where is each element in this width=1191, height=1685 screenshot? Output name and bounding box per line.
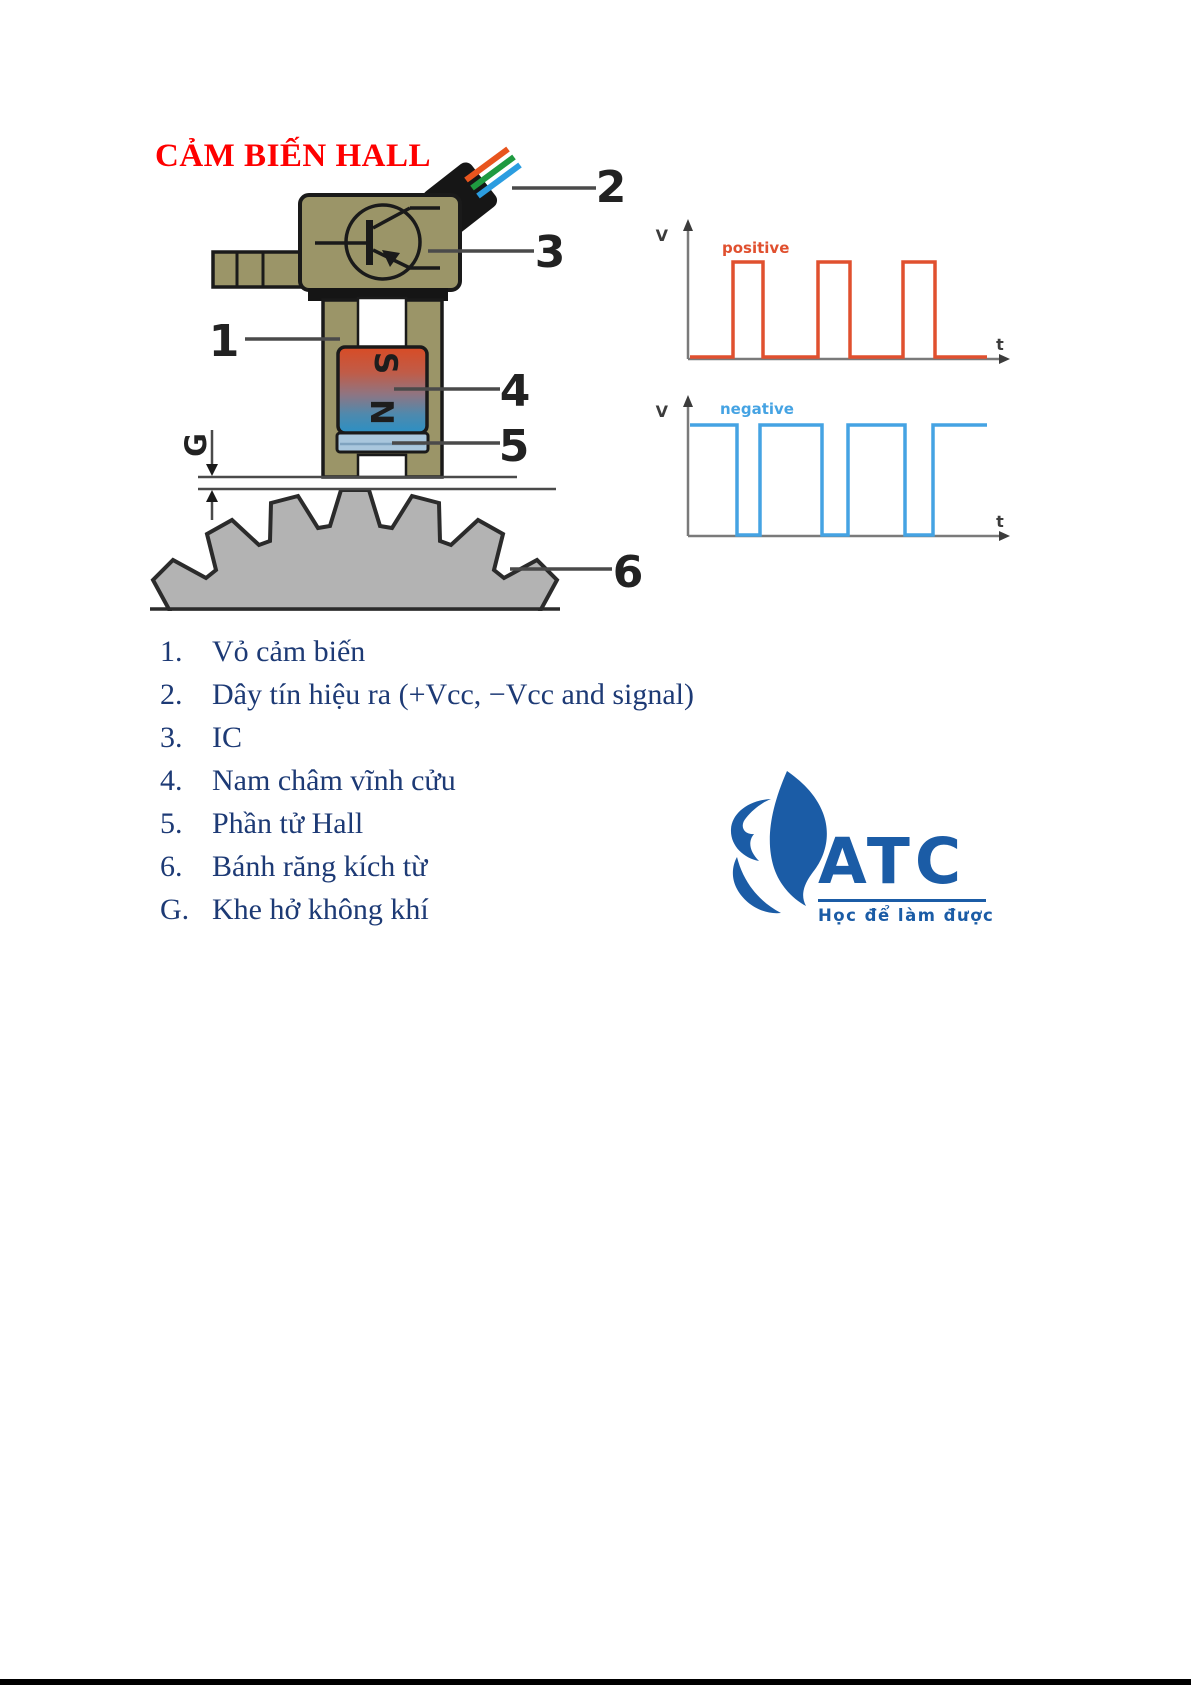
housing-slot [358,298,406,350]
hall-sensor-diagram [0,130,660,611]
negative-waveform [690,425,987,535]
list-item [160,888,800,931]
callout-4: 4 [499,366,531,417]
list-item-text: IC [212,721,242,754]
list-item-number: 5. [160,807,183,840]
magnet-pole-south: S [367,351,403,375]
negative-v-axis-label: V [655,402,668,421]
list-item-number: 1. [160,635,183,668]
callout-1: 1 [208,316,240,367]
atc-logo-text: ATC [818,825,967,898]
housing-notch [358,455,406,477]
atc-logo [818,825,995,925]
list-item-text: Khe hở không khí [212,893,429,926]
list-item-number: G. [160,893,190,926]
exciter-gear [113,490,597,611]
callout-label-G: G [179,433,213,457]
list-item [160,845,800,888]
t-axis-arrow-icon [999,531,1010,541]
list-item [160,802,800,845]
callout-3: 3 [534,227,566,278]
positive-t-axis-label: t [996,335,1004,354]
list-item-number: 3. [160,721,183,754]
callout-6: 6 [612,547,644,598]
list-item-text: Bánh răng kích từ [212,850,428,883]
page-title: CẢM BIẾN HALL [155,138,432,174]
list-item-text: Vỏ cảm biến [212,635,366,668]
list-item-text: Nam châm vĩnh cửu [212,764,456,797]
positive-v-axis-label: V [655,226,668,245]
list-item [160,759,800,802]
t-axis-arrow-icon [999,354,1010,364]
callout-2: 2 [595,162,627,213]
signal-waveforms [640,180,1040,580]
v-axis-arrow-icon [683,395,693,407]
sensor-mount-tab [213,252,303,287]
arrow-down-icon [206,464,218,476]
list-item-number: 2. [160,678,183,711]
callout-5: 5 [498,421,530,472]
magnet-pole-north: N [363,399,399,425]
positive-series-label: positive [722,239,790,257]
atc-logo-tagline: Học để làm được [818,906,995,925]
atc-logo-rule [818,899,986,902]
list-item [160,630,800,673]
list-item-number: 6. [160,850,183,883]
v-axis-arrow-icon [683,219,693,231]
positive-waveform [690,262,987,357]
legend-list [160,630,800,931]
list-item-text: Phần tử Hall [212,807,364,840]
footer-bar [0,1679,1191,1685]
arrow-up-icon [206,490,218,502]
list-item [160,673,800,716]
negative-t-axis-label: t [996,512,1004,531]
list-item-text: Dây tín hiệu ra (+Vcc, −Vcc and signal) [212,678,694,711]
list-item [160,716,800,759]
negative-series-label: negative [720,400,794,418]
list-item-number: 4. [160,764,183,797]
